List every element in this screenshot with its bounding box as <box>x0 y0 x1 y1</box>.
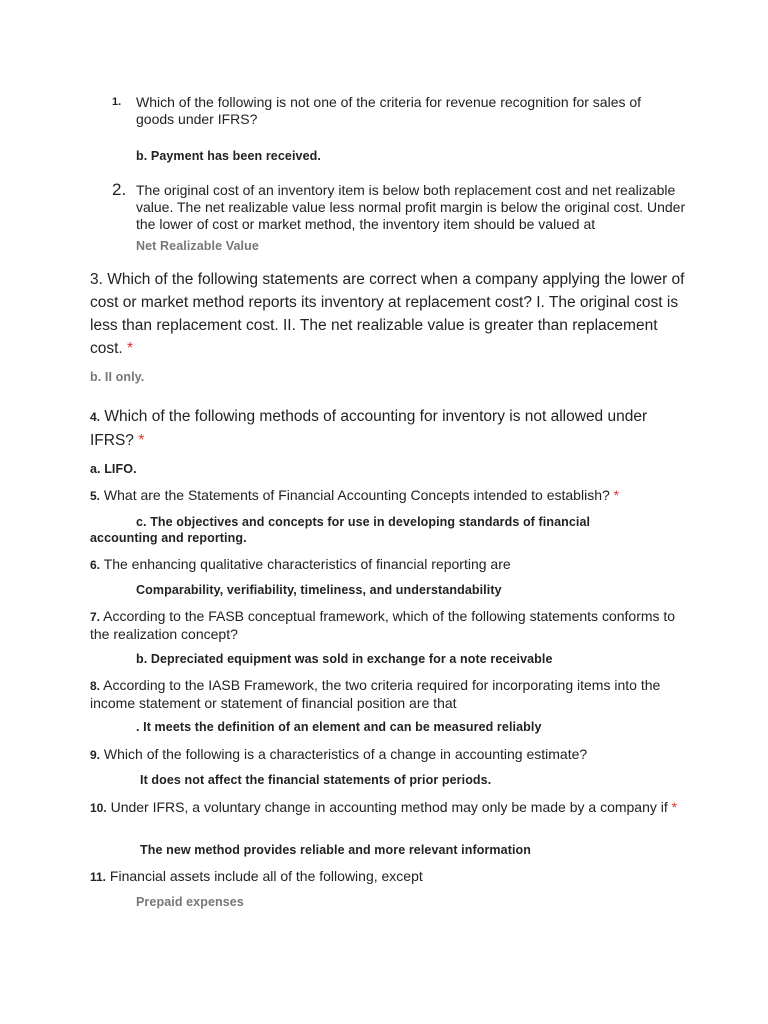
question-4 <box>90 405 670 452</box>
question-9-text: Which of the following is a characteristics of a change in accounting estimate? <box>103 746 588 762</box>
question-3-number: 3. <box>90 271 103 288</box>
answer-3: b. II only. <box>90 370 145 384</box>
question-11 <box>90 868 423 886</box>
question-4-text: Which of the following methods of accounting for inventory is not allowed under IFRS? <box>90 408 648 449</box>
question-8-number: 8. <box>90 679 101 693</box>
question-3-text: Which of the following statements are correct when a company applying the lower of cost or market method reports its inventory at replacement cost? I. The original cost is less than replacement cost. II. The net realizable value is greater than replacement cost. <box>90 271 685 357</box>
question-5-number: 5. <box>90 489 101 503</box>
answer-5: c. The objectives and concepts for use in developing standards of financial accounting and reporting. <box>90 515 591 545</box>
required-star: * <box>127 340 134 357</box>
answer-7: b. Depreciated equipment was sold in exchange for a note receivable <box>136 652 553 666</box>
question-7 <box>90 608 680 643</box>
answer-9: It does not affect the financial statements of prior periods. <box>140 773 492 787</box>
question-10-number: 10. <box>90 801 107 815</box>
question-8-text: According to the IASB Framework, the two criteria required for incorporating items into the income statement or statement of financial position are that <box>90 677 661 711</box>
question-11-text: Financial assets include all of the following, except <box>109 868 423 884</box>
answer-8: . It meets the definition of an element and can be measured reliably <box>136 720 542 734</box>
question-7-number: 7. <box>90 610 101 624</box>
question-6-text: The enhancing qualitative characteristics of financial reporting are <box>103 556 511 572</box>
question-10 <box>90 799 680 817</box>
question-7-text: According to the FASB conceptual framework, which of the following statements conforms to the realization concept? <box>90 608 676 642</box>
question-9 <box>90 746 587 764</box>
question-8 <box>90 677 680 712</box>
answer-10: The new method provides reliable and more relevant information <box>140 843 532 857</box>
question-2-text: The original cost of an inventory item is below both replacement cost and net realizable value. The net realizable value less normal profit margin is below the original cost. Under the lower of cost or market method, the inventory item should be valued at <box>136 182 686 232</box>
question-5-text: What are the Statements of Financial Accounting Concepts intended to establish? <box>103 487 610 503</box>
required-star: * <box>613 487 620 503</box>
question-1-number: 1. <box>112 96 122 108</box>
answer-4: a. LIFO. <box>90 462 137 476</box>
answer-1: b. Payment has been received. <box>136 149 321 163</box>
required-star: * <box>671 799 678 815</box>
required-star: * <box>138 432 145 449</box>
question-4-number: 4. <box>90 410 101 424</box>
answer-6: Comparability, verifiability, timeliness, and understandability <box>136 583 502 597</box>
question-3 <box>90 268 690 360</box>
question-11-number: 11. <box>90 870 107 884</box>
question-6-number: 6. <box>90 558 101 572</box>
question-5 <box>90 487 690 505</box>
answer-11: Prepaid expenses <box>136 895 244 909</box>
question-10-text: Under IFRS, a voluntary change in accounting method may only be made by a company if <box>110 799 668 815</box>
question-9-number: 9. <box>90 748 101 762</box>
question-1-text: Which of the following is not one of the criteria for revenue recognition for sales of goods under IFRS? <box>136 94 642 127</box>
answer-2: Net Realizable Value <box>136 239 259 253</box>
question-6 <box>90 556 511 574</box>
question-2-number: 2. <box>112 180 127 199</box>
